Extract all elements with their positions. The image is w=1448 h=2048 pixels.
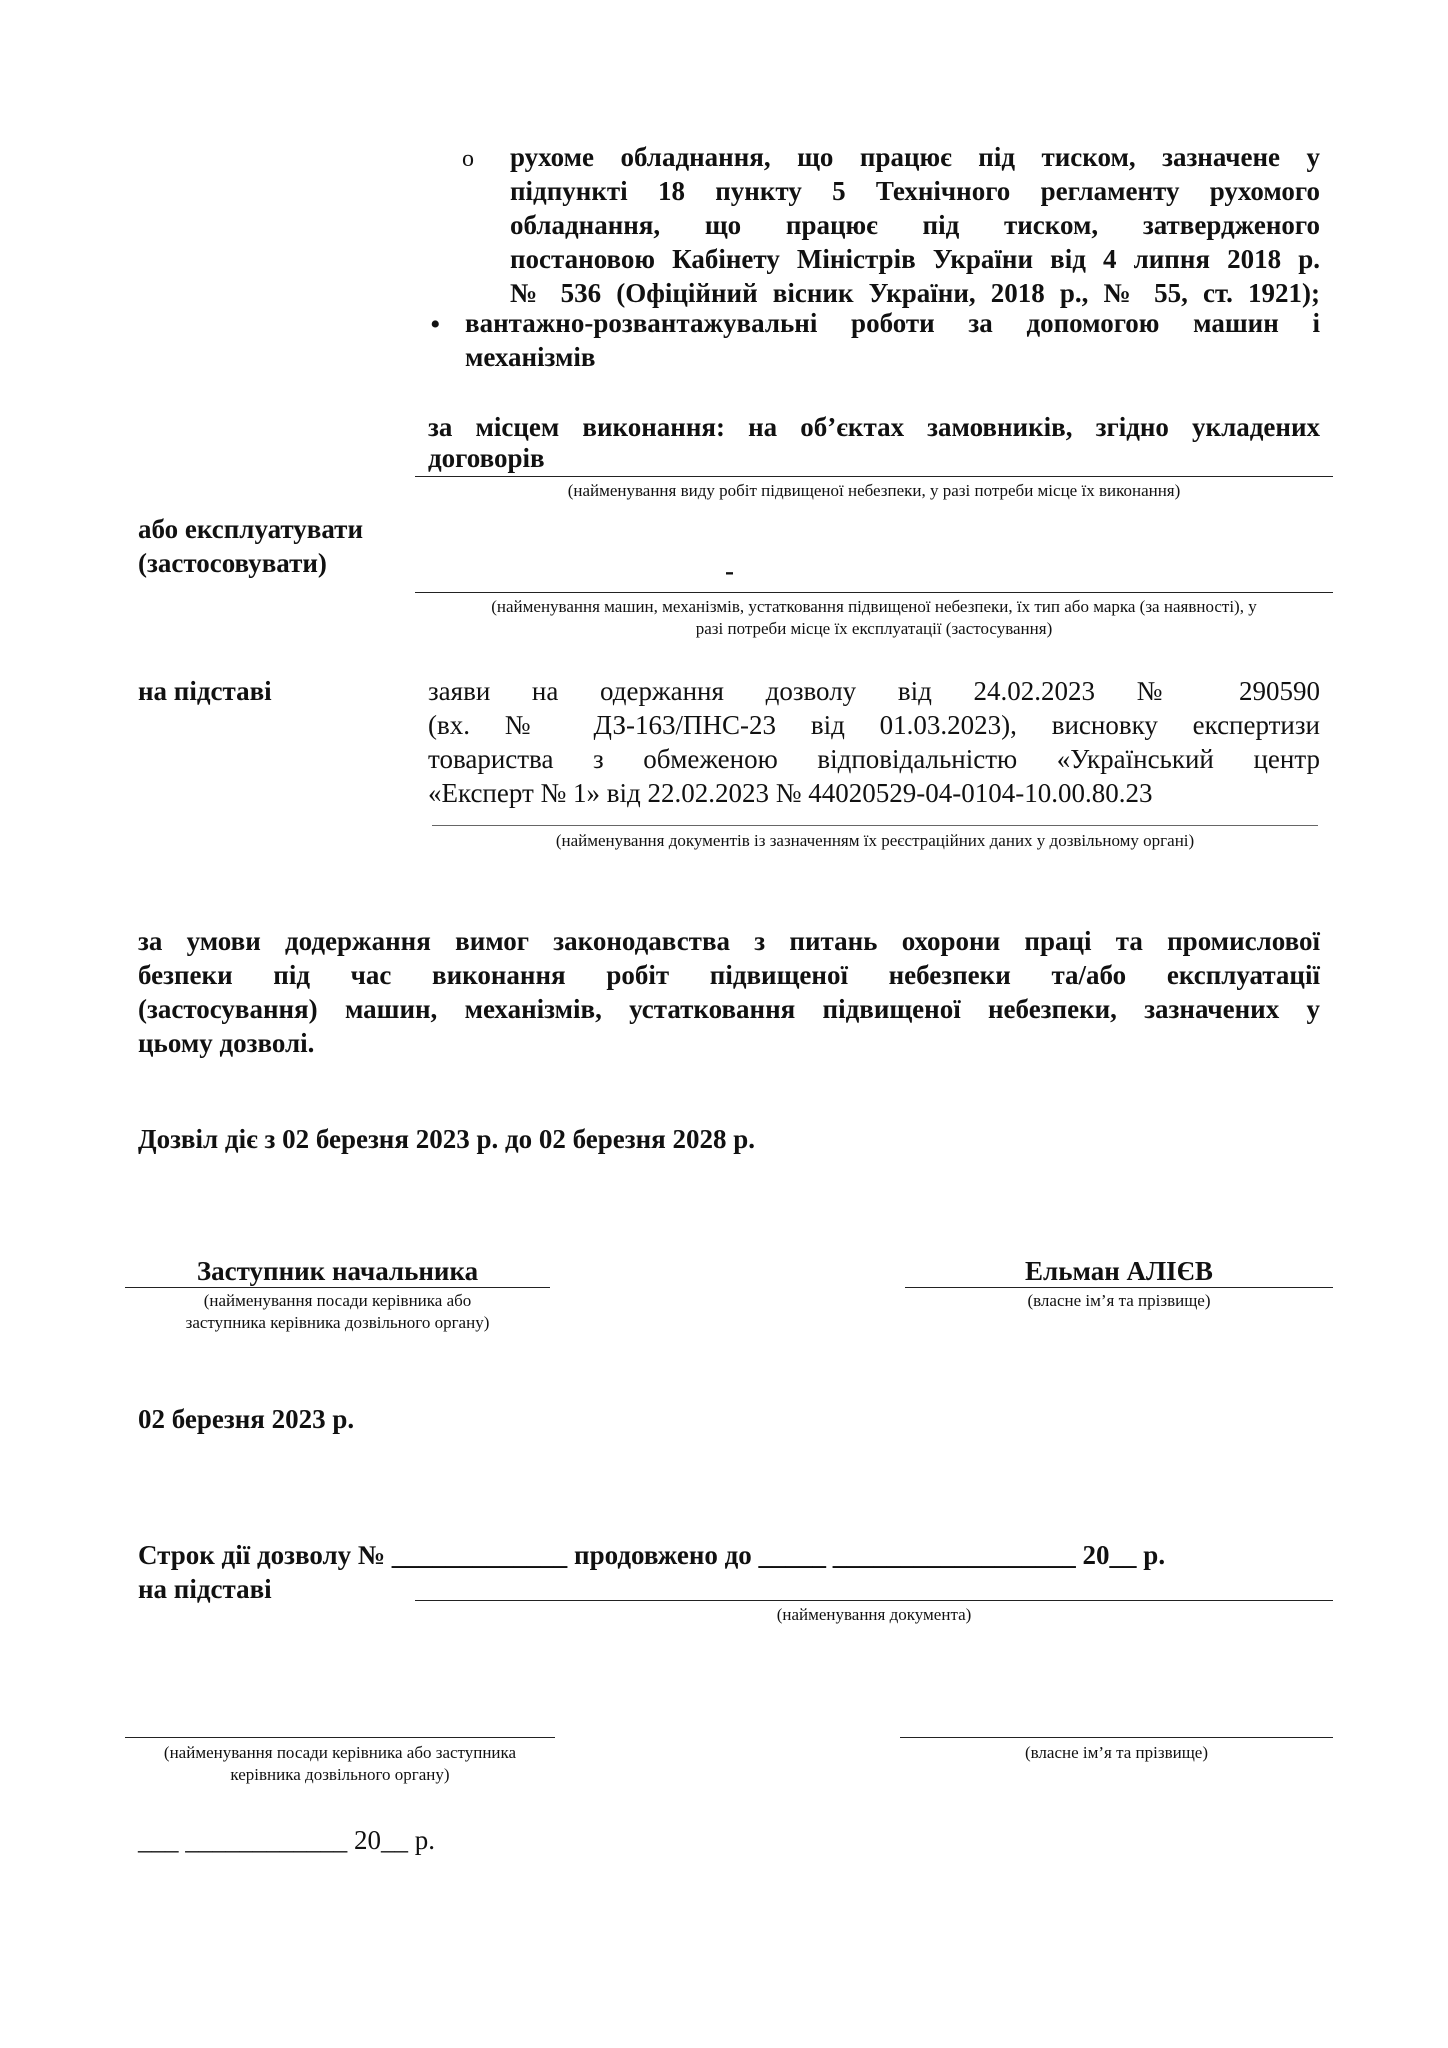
basis-text bbox=[428, 674, 1320, 810]
place-underline bbox=[415, 476, 1333, 477]
basis-underline bbox=[432, 825, 1318, 826]
text-line: вантажно-розвантажувальні роботи за допомогою машин і bbox=[465, 308, 1320, 338]
text-line: (найменування посади керівника або bbox=[203, 1291, 472, 1310]
issue-date: 02 березня 2023 р. bbox=[138, 1404, 355, 1434]
text-line: за місцем виконання: на об’єктах замовників, згідно укладених bbox=[428, 412, 1320, 442]
text-line: (найменування посади керівника або заступника bbox=[163, 1743, 517, 1762]
position-caption bbox=[125, 1290, 550, 1334]
extension-position-underline bbox=[125, 1737, 555, 1738]
basis-label: на підставі bbox=[138, 676, 272, 706]
extension-position-caption bbox=[125, 1742, 555, 1786]
operate-value: - bbox=[725, 556, 734, 586]
text-line: або експлуатувати bbox=[138, 514, 364, 544]
text-line: (найменування машин, механізмів, устатковання підвищеної небезпеки, їх тип або марка (за наявності), у bbox=[491, 597, 1257, 616]
bullet-dot-icon: • bbox=[430, 308, 441, 341]
circle-bullet-icon: o bbox=[462, 146, 474, 172]
operate-label bbox=[138, 512, 428, 580]
extension-name-caption: (власне ім’я та прізвище) bbox=[1024, 1743, 1209, 1762]
basis-caption: (найменування документів із зазначенням їх реєстраційних даних у дозвільному органі) bbox=[555, 831, 1195, 850]
position-underline bbox=[125, 1287, 550, 1288]
text-line: (застосовувати) bbox=[138, 548, 327, 578]
signatory-name: Ельман АЛІЄВ bbox=[1025, 1256, 1213, 1286]
text-line: цьому дозволі. bbox=[138, 1028, 315, 1058]
text-line: товариства з обмеженою відповідальністю «Український центр bbox=[428, 744, 1320, 774]
name-underline bbox=[905, 1287, 1333, 1288]
text-line: № 536 (Офіційний вісник України, 2018 р., № 55, ст. 1921); bbox=[510, 278, 1320, 308]
name-caption: (власне ім’я та прізвище) bbox=[1027, 1291, 1211, 1310]
text-line: постановою Кабінету Міністрів України від 4 липня 2018 р. bbox=[510, 244, 1320, 274]
pressure-equipment-item bbox=[510, 140, 1320, 310]
text-line: рухоме обладнання, що працює під тиском, зазначене у bbox=[510, 142, 1320, 172]
extension-name-underline bbox=[900, 1737, 1333, 1738]
text-line: «Експерт № 1» від 22.02.2023 № 44020529-04-0104-10.00.80.23 bbox=[428, 778, 1153, 808]
text-line: механізмів bbox=[465, 342, 596, 372]
text-line: договорів bbox=[428, 443, 545, 473]
text-line: обладнання, що працює під тиском, затвердженого bbox=[510, 210, 1320, 240]
operate-caption bbox=[415, 596, 1333, 640]
condition-paragraph bbox=[138, 924, 1320, 1060]
text-line: за умови додержання вимог законодавства з питань охорони праці та промислової bbox=[138, 926, 1320, 956]
text-line: (вх. № ДЗ-163/ПНС-23 від 01.03.2023), висновку експертизи bbox=[428, 710, 1320, 740]
extension-date-line: ___ ____________ 20__ р. bbox=[138, 1825, 435, 1855]
extension-doc-underline bbox=[415, 1600, 1333, 1601]
place-of-work bbox=[428, 410, 1320, 472]
validity-period: Дозвіл діє з 02 березня 2023 р. до 02 березня 2028 р. bbox=[138, 1124, 756, 1154]
extension-line: Строк дії дозволу № _____________ продовжено до _____ __________________ 20__ р. bbox=[138, 1540, 1166, 1570]
text-line: безпеки під час виконання робіт підвищеної небезпеки та/або експлуатації bbox=[138, 960, 1320, 990]
text-line: керівника дозвільного органу) bbox=[230, 1765, 450, 1784]
text-line: заяви на одержання дозволу від 24.02.2023 № 290590 bbox=[428, 676, 1320, 706]
extension-doc-caption: (найменування документа) bbox=[776, 1605, 972, 1624]
text-line: разі потреби місце їх експлуатації (застосування) bbox=[695, 619, 1053, 638]
extension-basis-label: на підставі bbox=[138, 1574, 272, 1604]
signatory-position: Заступник начальника bbox=[196, 1256, 479, 1286]
operate-underline bbox=[415, 592, 1333, 593]
text-line: заступника керівника дозвільного органу) bbox=[185, 1313, 490, 1332]
text-line: (застосування) машин, механізмів, устатковання підвищеної небезпеки, зазначених у bbox=[138, 994, 1320, 1024]
place-caption: (найменування виду робіт підвищеної небезпеки, у разі потреби місце їх виконання) bbox=[567, 481, 1181, 500]
text-line: підпункті 18 пункту 5 Технічного регламенту рухомого bbox=[510, 176, 1320, 206]
loading-works-item bbox=[465, 306, 1320, 374]
